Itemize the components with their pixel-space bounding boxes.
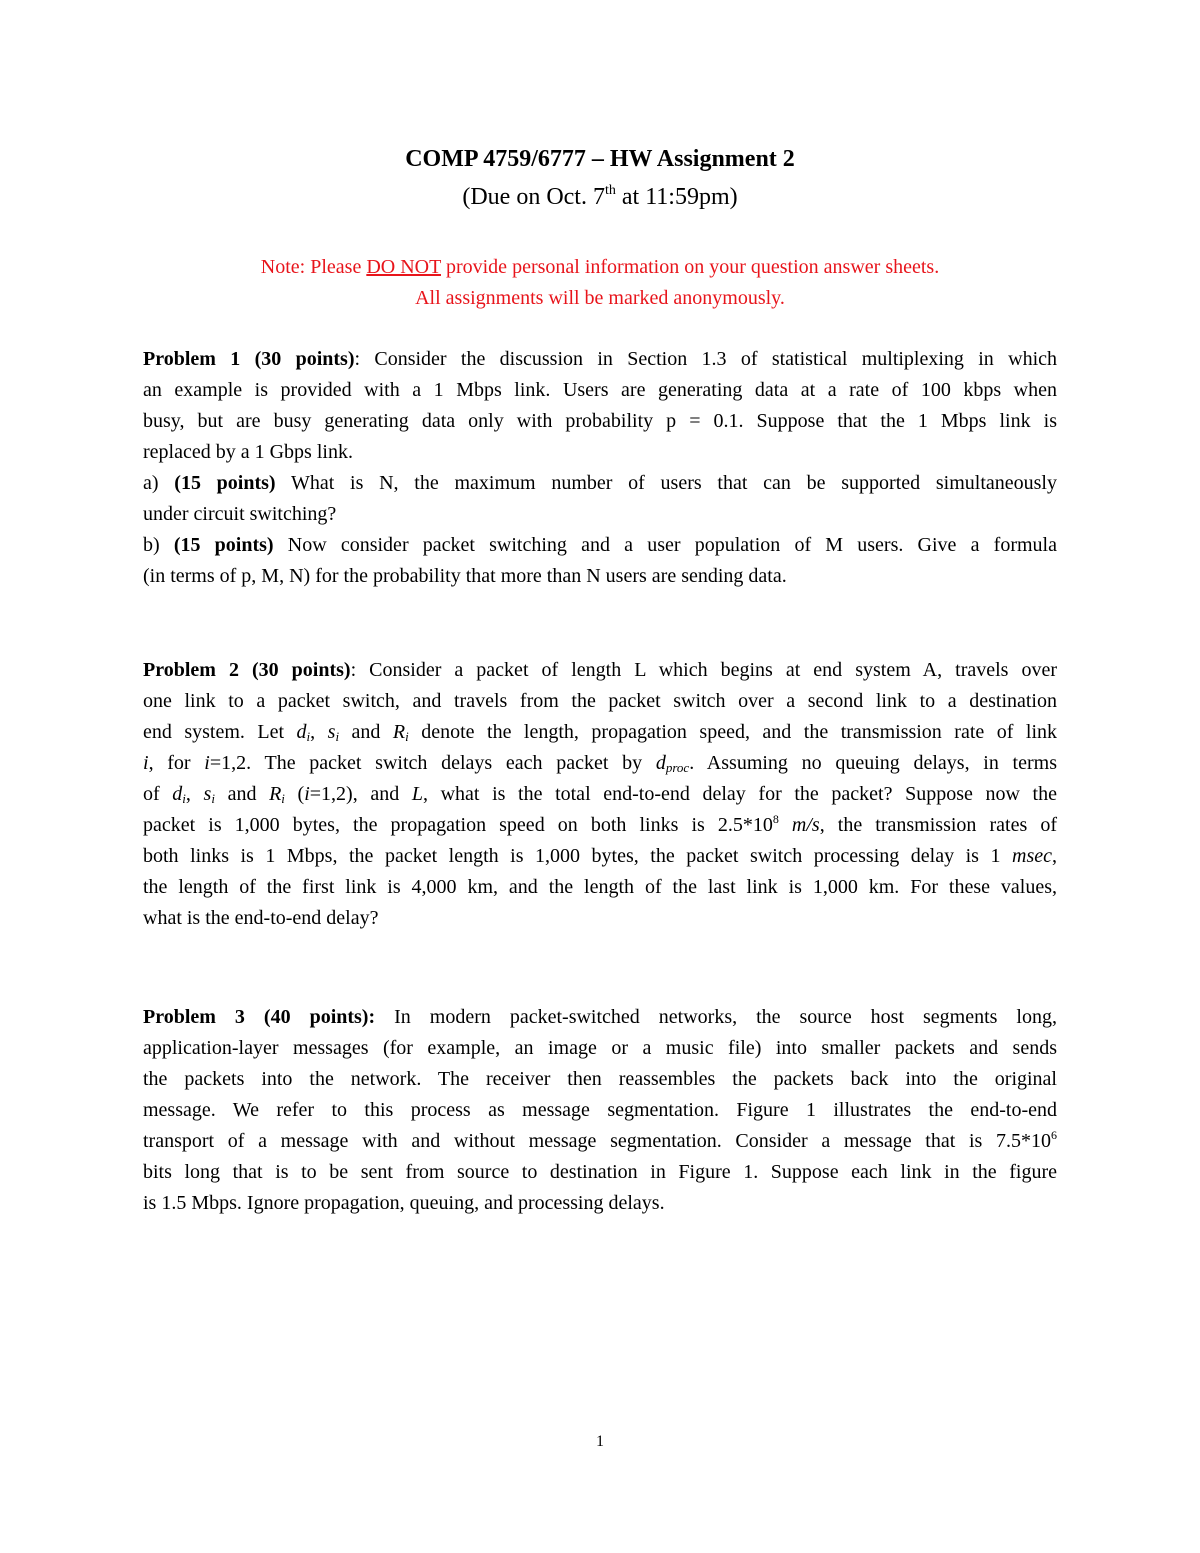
page-title: COMP 4759/6777 – HW Assignment 2 [405,146,795,172]
problem-1-line: replaced by a 1 Gbps link. [143,441,353,463]
problem-3-heading: Problem 3 (40 points): [143,1006,376,1028]
note-suffix: provide personal information on your question answer sheets. [440,256,940,278]
problem-3-line: message. We refer to this process as message segmentation. Figure 1 illustrates the end-to-end [143,1099,1057,1121]
due-superscript: th [604,183,616,198]
problem-1a-line: under circuit switching? [143,503,337,525]
problem-3-line: bits long that is to be sent from source to destination in Figure 1. Suppose each link in the figure [143,1161,1057,1183]
problem-2-line: packet is 1,000 bytes, the propagation speed on both links is $2.5*10^8$ m/s, the transmission rates of [143,812,1057,836]
problem-1b-points: (15 points) [173,534,274,556]
problem-1a-line: a) (15 points) What is N, the maximum number of users that can be supported simultaneously [143,472,1057,494]
problem-3-line: is 1.5 Mbps. Ignore propagation, queuing, and processing delays. [143,1192,665,1214]
problem-1b-line: b) (15 points) Now consider packet switching and a user population of M users. Give a formula [143,534,1057,556]
problem-3-line: application-layer messages (for example, an image or a music file) into smaller packets and sends [143,1037,1057,1059]
problem-1b-line: (in terms of p, M, N) for the probability that more than N users are sending data. [143,565,787,587]
note-line-2: All assignments will be marked anonymously. [415,287,785,309]
problem-1-line: Problem 1 (30 points): Consider the discussion in Section 1.3 of statistical multiplexing in which [143,348,1058,370]
problem-1-line: busy, but are busy generating data only with probability p = 0.1. Suppose that the 1 Mbps link is [143,410,1057,432]
problem-2-line: end system. Let $d_i$, $s_i$ and $R_i$ denote the length, propagation speed, and the transmission rate of link [143,721,1057,744]
problem-2 [143,655,1057,934]
problem-2-line: one link to a packet switch, and travels from the packet switch over a second link to a destination [143,690,1057,712]
problem-2-line: the length of the first link is 4,000 km, and the length of the last link is 1,000 km. For these values, [143,876,1057,898]
note-emphasis: DO NOT [366,256,441,278]
problem-1 [143,344,1057,592]
page-number: 1 [596,1433,604,1450]
due-prefix: (Due on Oct. 7 [462,184,605,210]
due-date [0,180,1200,214]
problem-2-line: i, for i=1,2. The packet switch delays each packet by $d_{proc}$. Assuming no queuing delays, in terms [143,752,1057,775]
due-suffix: at 11:59pm) [615,184,738,210]
problem-3-line: the packets into the network. The receiver then reassembles the packets back into the original [143,1068,1057,1090]
problem-3 [143,1002,1057,1219]
problem-2-heading: Problem 2 (30 points) [143,659,351,681]
problem-1-line: an example is provided with a 1 Mbps link. Users are generating data at a rate of 100 kbps when [143,379,1057,401]
problem-2-line: Problem 2 (30 points): Consider a packet of length L which begins at end system A, travels over [143,659,1058,681]
problem-3-line: Problem 3 (40 points): In modern packet-switched networks, the source host segments long, [143,1006,1057,1028]
problem-2-line: both links is 1 Mbps, the packet length is 1,000 bytes, the packet switch processing delay is 1 msec, [143,845,1057,867]
note-line-1 [0,252,1200,282]
problem-2-line: what is the end-to-end delay? [143,907,379,929]
problem-1a-points: (15 points) [174,472,276,494]
problem-2-line: of $d_i$, $s_i$ and $R_i$ (i=1,2), and L, what is the total end-to-end delay for the packet? Suppose now the [143,783,1057,806]
problem-3-line: transport of a message with and without message segmentation. Consider a message that is $7.5*10^6$ [143,1128,1057,1152]
problem-1-heading: Problem 1 (30 points) [143,348,355,370]
note-prefix: Note: Please [260,256,367,278]
